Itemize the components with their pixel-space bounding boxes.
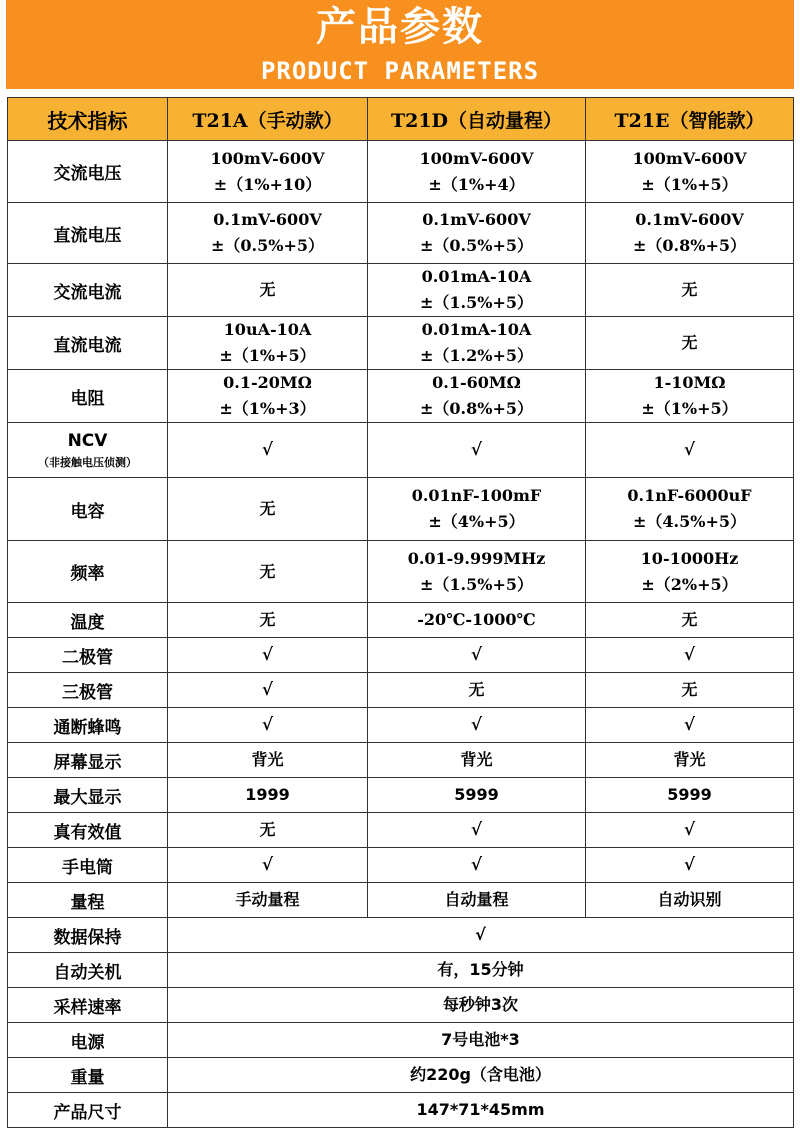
value-cell: 1-10MΩ ±（1%+5） bbox=[586, 370, 794, 423]
header-cell-t21a: T21A（手动款） bbox=[168, 98, 368, 141]
row-label bbox=[8, 203, 168, 264]
value-cell: 背光 bbox=[368, 743, 586, 778]
value-cell: 5999 bbox=[368, 778, 586, 813]
row-label bbox=[8, 813, 168, 848]
table-row bbox=[8, 778, 794, 813]
value-cell: 无 bbox=[168, 264, 368, 317]
merged-value-cell: 约220g（含电池） bbox=[168, 1058, 794, 1093]
table-row bbox=[8, 848, 794, 883]
header-cell-t21d: T21D（自动量程） bbox=[368, 98, 586, 141]
row-label-text: 交流电压 bbox=[53, 164, 122, 184]
row-label-text: 电阻 bbox=[70, 388, 105, 409]
table-row bbox=[8, 883, 794, 918]
table-row bbox=[8, 813, 794, 848]
row-label bbox=[8, 743, 168, 778]
value-cell: √ bbox=[168, 638, 368, 673]
value-cell: 自动量程 bbox=[368, 883, 586, 918]
table-row bbox=[8, 478, 794, 541]
table-row bbox=[8, 1023, 794, 1058]
value-cell: √ bbox=[586, 708, 794, 743]
value-cell: 0.1mV-600V ±（0.5%+5） bbox=[168, 203, 368, 264]
row-label-text: 屏幕显示 bbox=[53, 752, 122, 773]
row-label bbox=[8, 708, 168, 743]
row-label-text: 直流电流 bbox=[53, 335, 122, 356]
value-cell: √ bbox=[168, 423, 368, 478]
table-row bbox=[8, 317, 794, 370]
value-cell: -20℃-1000℃ bbox=[368, 603, 586, 638]
row-label bbox=[8, 423, 168, 478]
table-row bbox=[8, 370, 794, 423]
value-cell: 0.01nF-100mF ±（4%+5） bbox=[368, 478, 586, 541]
row-label-text: 交流电流 bbox=[53, 282, 122, 303]
value-cell: 手动量程 bbox=[168, 883, 368, 918]
value-cell: √ bbox=[586, 813, 794, 848]
row-label-text: 频率 bbox=[70, 564, 105, 584]
row-label-text: 电容 bbox=[70, 501, 105, 522]
table-row bbox=[8, 264, 794, 317]
value-cell: 无 bbox=[168, 813, 368, 848]
value-cell: 自动识别 bbox=[586, 883, 794, 918]
row-label bbox=[8, 317, 168, 370]
row-label-text: 直流电压 bbox=[53, 225, 122, 246]
value-cell: √ bbox=[368, 813, 586, 848]
table-row bbox=[8, 953, 794, 988]
value-cell: 无 bbox=[168, 603, 368, 638]
value-cell: 无 bbox=[168, 541, 368, 603]
row-label-text: 三极管 bbox=[62, 682, 113, 703]
table-row bbox=[8, 743, 794, 778]
row-label: 产品尺寸 bbox=[8, 1093, 168, 1128]
table-row bbox=[8, 603, 794, 638]
table-row bbox=[8, 141, 794, 203]
value-cell: 背光 bbox=[586, 743, 794, 778]
table-row bbox=[8, 988, 794, 1023]
row-label bbox=[8, 370, 168, 423]
header-cell-t21e: T21E（智能款） bbox=[586, 98, 794, 141]
row-label-text: 温度 bbox=[70, 612, 105, 633]
row-label-text: 真有效值 bbox=[53, 822, 122, 843]
value-cell: 0.01mA-10A ±（1.5%+5） bbox=[368, 264, 586, 317]
row-label bbox=[8, 848, 168, 883]
value-cell: 0.1-20MΩ ±（1%+3） bbox=[168, 370, 368, 423]
value-cell: 无 bbox=[586, 264, 794, 317]
value-cell: √ bbox=[168, 673, 368, 708]
row-label-text: NCV bbox=[67, 430, 108, 451]
value-cell: 0.1-60MΩ ±（0.8%+5） bbox=[368, 370, 586, 423]
value-cell: 无 bbox=[368, 673, 586, 708]
value-cell: 0.1nF-6000uF ±（4.5%+5） bbox=[586, 478, 794, 541]
value-cell: √ bbox=[368, 708, 586, 743]
row-label: 自动关机 bbox=[8, 953, 168, 988]
value-cell: √ bbox=[368, 848, 586, 883]
header-cell-spec: 技术指标 bbox=[8, 98, 168, 141]
value-cell: √ bbox=[368, 638, 586, 673]
table-row bbox=[8, 541, 794, 603]
table-row bbox=[8, 638, 794, 673]
table-row bbox=[8, 918, 794, 953]
banner-title-en: PRODUCT PARAMETERS bbox=[260, 57, 540, 85]
spec-table bbox=[7, 97, 794, 1128]
value-cell: 无 bbox=[586, 673, 794, 708]
header-row bbox=[8, 98, 794, 141]
value-cell: 0.1mV-600V ±（0.8%+5） bbox=[586, 203, 794, 264]
row-label: 采样速率 bbox=[8, 988, 168, 1023]
value-cell: 100mV-600V ±（1%+4） bbox=[368, 141, 586, 203]
row-label bbox=[8, 883, 168, 918]
merged-value-cell: 有，15分钟 bbox=[168, 953, 794, 988]
value-cell: 背光 bbox=[168, 743, 368, 778]
value-cell: 100mV-600V ±（1%+10） bbox=[168, 141, 368, 203]
row-label bbox=[8, 603, 168, 638]
value-cell: 0.01-9.999MHz ±（1.5%+5） bbox=[368, 541, 586, 603]
value-cell: √ bbox=[168, 848, 368, 883]
value-cell: √ bbox=[586, 848, 794, 883]
row-label bbox=[8, 141, 168, 203]
value-cell: 100mV-600V ±（1%+5） bbox=[586, 141, 794, 203]
table-row bbox=[8, 203, 794, 264]
table-row bbox=[8, 1093, 794, 1128]
banner-title-cn: 产品参数 bbox=[316, 4, 484, 50]
row-label: 电源 bbox=[8, 1023, 168, 1058]
value-cell: √ bbox=[168, 708, 368, 743]
row-label-text: 通断蜂鸣 bbox=[53, 717, 122, 738]
merged-value-cell: √ bbox=[168, 918, 794, 953]
row-label: 数据保持 bbox=[8, 918, 168, 953]
table-row bbox=[8, 1058, 794, 1093]
value-cell: 5999 bbox=[586, 778, 794, 813]
merged-value-cell: 7号电池*3 bbox=[168, 1023, 794, 1058]
merged-value-cell: 每秒钟3次 bbox=[168, 988, 794, 1023]
value-cell: 10uA-10A ±（1%+5） bbox=[168, 317, 368, 370]
row-label bbox=[8, 478, 168, 541]
table-row bbox=[8, 423, 794, 478]
value-cell: √ bbox=[368, 423, 586, 478]
row-label: 重量 bbox=[8, 1058, 168, 1093]
value-cell: 10-1000Hz ±（2%+5） bbox=[586, 541, 794, 603]
row-sublabel: （非接触电压侦测） bbox=[38, 455, 137, 469]
value-cell: 无 bbox=[586, 317, 794, 370]
row-label-text: 手电筒 bbox=[62, 857, 113, 878]
row-label bbox=[8, 638, 168, 673]
value-cell: 无 bbox=[586, 603, 794, 638]
value-cell: 1999 bbox=[168, 778, 368, 813]
merged-value-cell: 147*71*45mm bbox=[168, 1093, 794, 1128]
row-label bbox=[8, 541, 168, 603]
row-label-text: 二极管 bbox=[62, 647, 113, 668]
row-label bbox=[8, 778, 168, 813]
value-cell: √ bbox=[586, 423, 794, 478]
row-label bbox=[8, 264, 168, 317]
table-row bbox=[8, 673, 794, 708]
value-cell: 0.1mV-600V ±（0.5%+5） bbox=[368, 203, 586, 264]
row-label bbox=[8, 673, 168, 708]
title-banner bbox=[6, 0, 794, 89]
value-cell: √ bbox=[586, 638, 794, 673]
value-cell: 无 bbox=[168, 478, 368, 541]
value-cell: 0.01mA-10A ±（1.2%+5） bbox=[368, 317, 586, 370]
row-label-text: 最大显示 bbox=[53, 787, 122, 808]
row-label-text: 量程 bbox=[70, 892, 105, 913]
table-row bbox=[8, 708, 794, 743]
